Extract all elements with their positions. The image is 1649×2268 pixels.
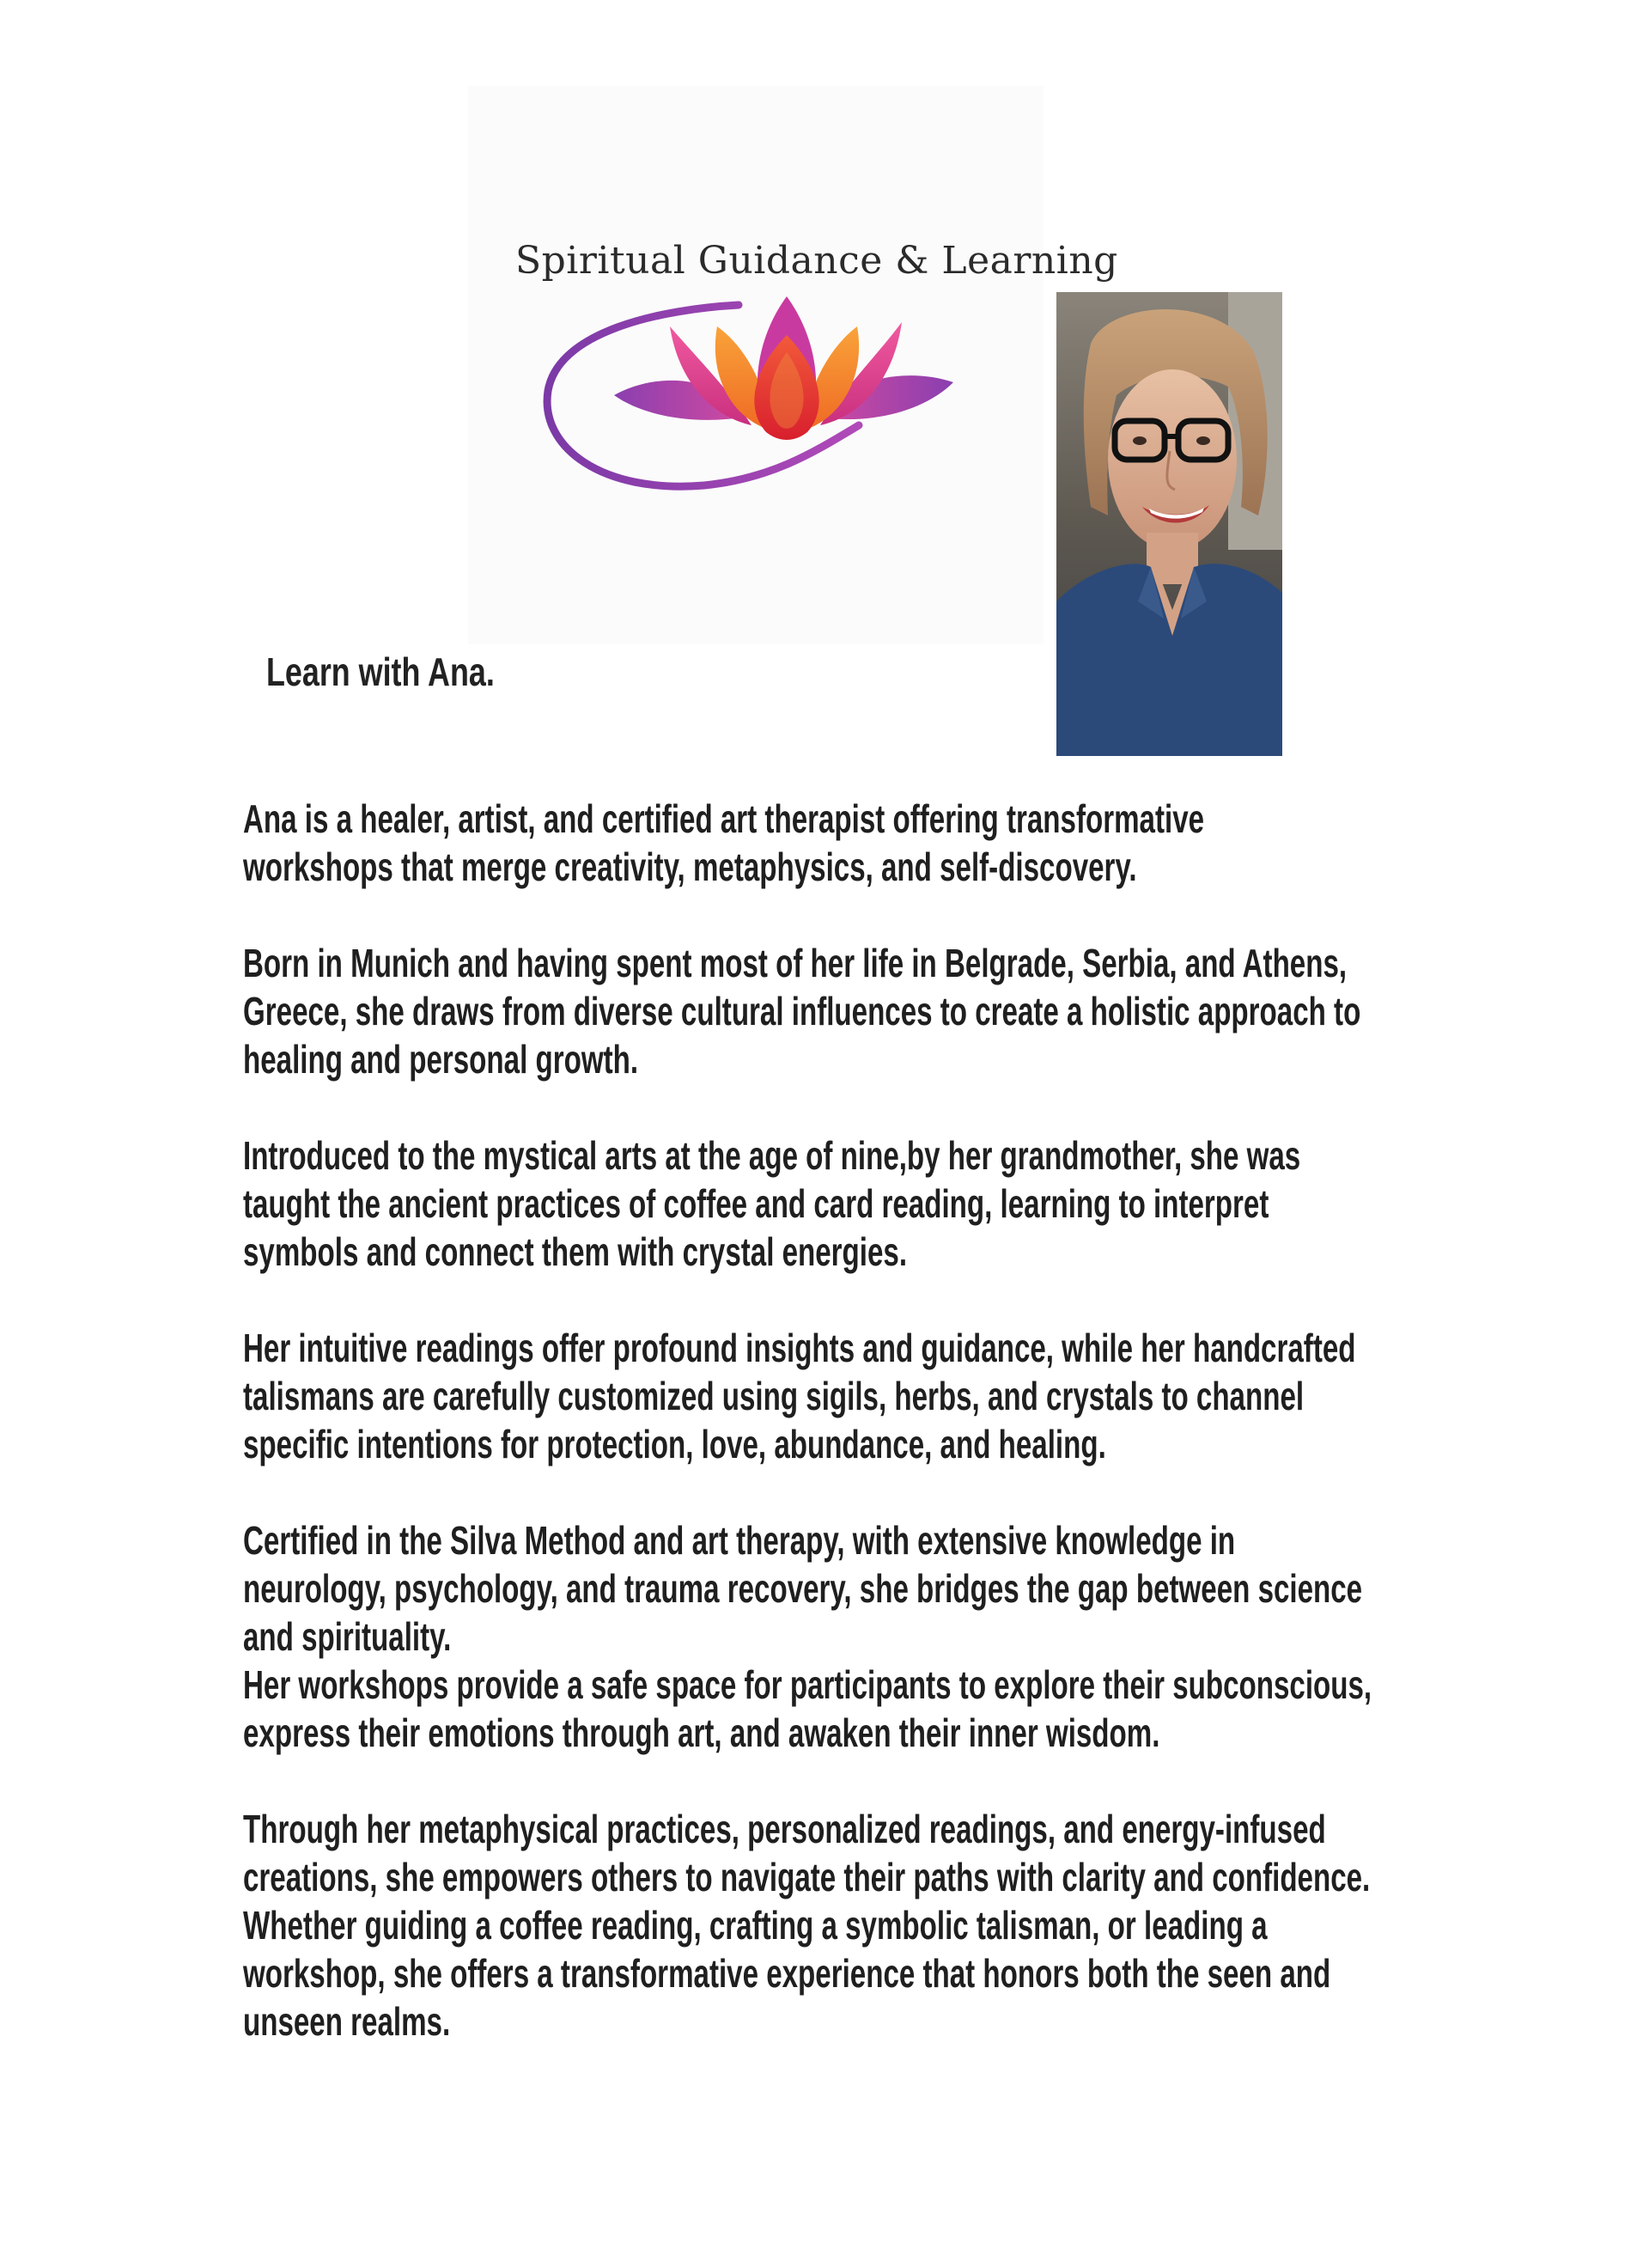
bio-line: express their emotions through art, and awaken their inner wisdom.	[243, 1710, 1160, 1755]
bio-line: workshop, she offers a transformative experience that honors both the seen and	[243, 1951, 1331, 1996]
bio-line: neurology, psychology, and trauma recovery, she bridges the gap between science	[243, 1566, 1363, 1611]
bio-paragraph	[243, 1131, 1530, 1276]
bio-line: unseen realms.	[243, 1999, 451, 2044]
bio-line: Certified in the Silva Method and art therapy, with extensive knowledge in	[243, 1518, 1236, 1563]
bio-line: Whether guiding a coffee reading, crafting a symbolic talisman, or leading a	[243, 1903, 1268, 1948]
logo-title: Spiritual Guidance & Learning	[515, 239, 1118, 283]
bio-line: Born in Munich and having spent most of her life in Belgrade, Serbia, and Athens,	[243, 941, 1348, 985]
bio-paragraph	[243, 1324, 1530, 1468]
portrait-photo	[1056, 292, 1282, 756]
bio-line: symbols and connect them with crystal energies.	[243, 1229, 908, 1274]
bio-line: taught the ancient practices of coffee and card reading, learning to interpret	[243, 1181, 1269, 1226]
bio-line: Greece, she draws from diverse cultural influences to create a holistic approach to	[243, 989, 1361, 1033]
bio-paragraph	[243, 795, 1530, 891]
bio-line: Introduced to the mystical arts at the age of nine,by her grandmother, she was	[243, 1133, 1301, 1178]
bio-line: creations, she empowers others to navigate their paths with clarity and confidence.	[243, 1855, 1371, 1899]
bio-line: healing and personal growth.	[243, 1037, 639, 1082]
bio-paragraph	[243, 1516, 1530, 1757]
bio-line: Her intuitive readings offer profound insights and guidance, while her handcrafted	[243, 1326, 1356, 1370]
bio-text	[243, 795, 1530, 2094]
bio-line: talismans are carefully customized using sigils, herbs, and crystals to channel	[243, 1374, 1305, 1418]
bio-line: Through her metaphysical practices, personalized readings, and energy-infused	[243, 1807, 1326, 1851]
bio-line: Ana is a healer, artist, and certified art therapist offering transformative	[243, 796, 1205, 841]
bio-paragraph	[243, 1805, 1530, 2045]
bio-line: workshops that merge creativity, metaphysics, and self-discovery.	[243, 844, 1137, 889]
tagline: Learn with Ana.	[266, 649, 495, 694]
bio-paragraph	[243, 939, 1530, 1083]
bio-line: specific intentions for protection, love, abundance, and healing.	[243, 1422, 1106, 1466]
bio-line: and spirituality.	[243, 1614, 452, 1659]
lotus-logo-icon	[532, 288, 979, 511]
bio-line: Her workshops provide a safe space for participants to explore their subconscious,	[243, 1662, 1372, 1707]
portrait-image	[1056, 292, 1282, 756]
